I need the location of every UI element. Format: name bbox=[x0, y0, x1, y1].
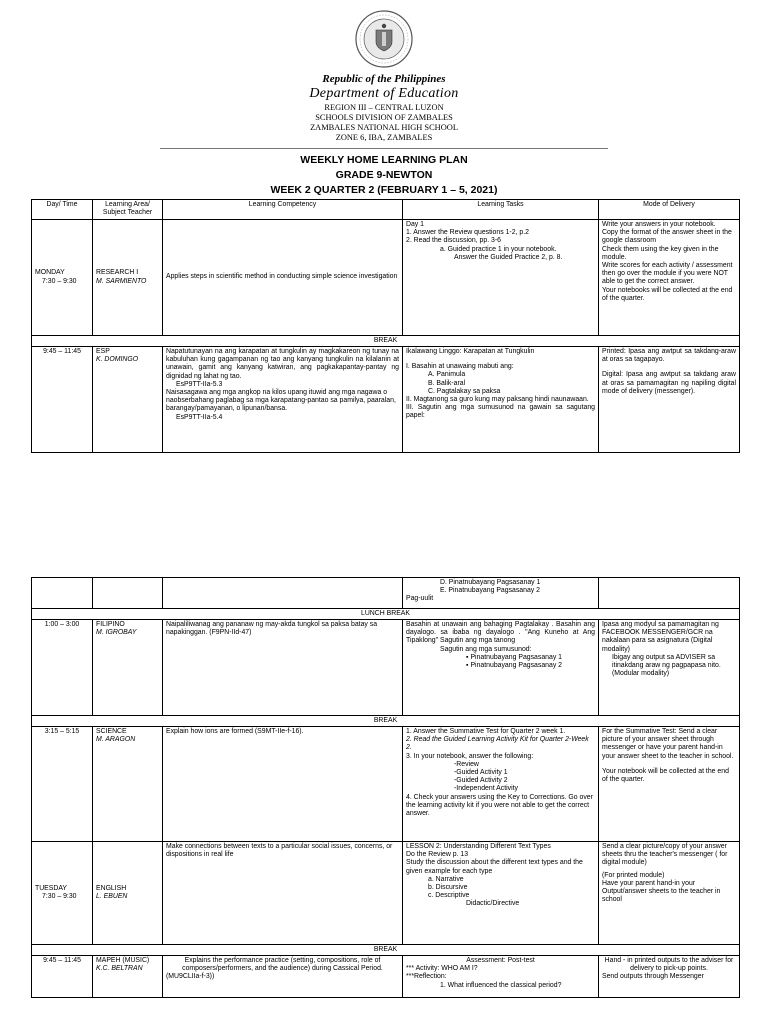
plan-title: WEEKLY HOME LEARNING PLAN bbox=[300, 154, 468, 166]
header-competency: Learning Competency bbox=[163, 200, 403, 220]
letterhead-address: ZONE 6, IBA, ZAMBALES bbox=[335, 133, 433, 142]
header-mode: Mode of Delivery bbox=[599, 200, 740, 220]
deped-seal-icon bbox=[355, 10, 413, 68]
lunch-break-row: LUNCH BREAK bbox=[32, 609, 740, 620]
letterhead-school: ZAMBALES NATIONAL HIGH SCHOOL bbox=[310, 123, 458, 132]
cell-day-time: 1:00 – 3:00 bbox=[32, 620, 93, 716]
cell-subject: ESP K. DOMINGO bbox=[93, 347, 163, 453]
header-learning-area: Learning Area/ Subject Teacher bbox=[93, 200, 163, 220]
table-header-row bbox=[32, 200, 740, 220]
plan-week: WEEK 2 QUARTER 2 (FEBRUARY 1 – 5, 2021) bbox=[270, 184, 498, 196]
cell-competency bbox=[163, 578, 403, 609]
cell-mode: Hand - in printed outputs to the adviser for delivery to pick-up points. Send outputs through Messenger bbox=[599, 956, 740, 998]
header-day-time: Day/ Time bbox=[32, 200, 93, 220]
break-row: BREAK bbox=[32, 945, 740, 956]
letterhead-republic: Republic of the Philippines bbox=[322, 73, 446, 85]
letterhead-division: SCHOOLS DIVISION OF ZAMBALES bbox=[315, 113, 453, 122]
cell-subject: MAPEH (MUSIC) K.C. BELTRAN bbox=[93, 956, 163, 998]
cell-tasks: D. Pinatnubayang Pagsasanay 1 E. Pinatnubayang Pagsasanay 2 Pag-uulit bbox=[403, 578, 599, 609]
cell-competency: Napatutunayan na ang karapatan at tungkulin ay magkakareon ng tunay na kabuluhan kung gagampanan ng tao ang kanyang tungkulin na kilalanin at unawain, gamit ang kanyang katwiran, ang pagkakapantay-pantay ng dignidad ng lahat ng tao. EsP9TT-IIa-5.3 Naisasagawa ang mga angkop na kilos upang ituwid ang mga nagawa o naobserbahang paglabag sa mga karapatang-pantao sa pamilya, paaralan, barangay/pamayanan, o lipunan/bansa. EsP9TT-IIa-5.4 bbox=[163, 347, 403, 453]
cell-competency: Make connections between texts to a particular social issues, concerns, or dispositions in real life bbox=[163, 842, 403, 945]
cell-mode: Ipasa ang modyul sa pamamagitan ng FACEBOOK MESSENGER/GCR na nakalaan para sa asignatura (Digital modality) Ibigay ang output sa ADVISER sa itinakdang araw ng pagpapasa nito. (Modular modality) bbox=[599, 620, 740, 716]
cell-tasks: Ikalawang Linggo: Karapatan at Tungkulin I. Basahin at unawaing mabuti ang: A. Panimula B. Balik-aral C. Pagtalakay sa paksa II. Magtanong sa guro kung may paksang hindi naunawaan. III. Sagutin ang mga sumusunod na gawain sa sagutang papel: bbox=[403, 347, 599, 453]
cell-day-time: MONDAY 7:30 – 9:30 bbox=[32, 220, 93, 336]
table-row-filipino bbox=[32, 620, 740, 716]
cell-mode bbox=[599, 578, 740, 609]
cell-mode: For the Summative Test: Send a clear picture of your answer sheet through messenger or have your parent hand-in your answer sheet to the teacher in school. Your notebook will be collected at the end of the quarter. bbox=[599, 727, 740, 842]
cell-subject: FILIPINO M. IGROBAY bbox=[93, 620, 163, 716]
cell-tasks: 1. Answer the Summative Test for Quarter 2 week 1. 2. Read the Guided Learning Activity Kit for Quarter 2-Week 2. 3. In your notebook, answer the following: -Review -Guided Activity 1 -Guided Activity 2 -Independent Activity 4. Check your answers using the Key to Corrections. Go over the learning activity kit if you were not able to get the correct answer. bbox=[403, 727, 599, 842]
plan-grade: GRADE 9-NEWTON bbox=[335, 169, 433, 181]
cell-competency: Naipaliliwanag ang pananaw ng may-akda tungkol sa paksa batay sa napakinggan. (F9PN-IId-47) bbox=[163, 620, 403, 716]
cell-day-time: 9:45 – 11:45 bbox=[32, 347, 93, 453]
cell-competency: Explain how ions are formed (S9MT-IIe-f-16). bbox=[163, 727, 403, 842]
cell-subject bbox=[93, 578, 163, 609]
cell-tasks: Day 1 1. Answer the Review questions 1-2, p.2 2. Read the discussion, pp. 3-6 a. Guided practice 1 in your notebook. Answer the Guided Practice 2, p. 8. bbox=[403, 220, 599, 336]
cell-tasks: Assessment: Post-test *** Activity: WHO AM I? ***Reflection: 1. What influenced the classical period? bbox=[403, 956, 599, 998]
table-row-mapeh bbox=[32, 956, 740, 998]
table-row-esp bbox=[32, 347, 740, 453]
cell-competency: Explains the performance practice (setting, compositions, role of composers/performers, and the audience) during Cassical Period. (MU9CLIIa-f-3)) bbox=[163, 956, 403, 998]
cell-day-time: TUESDAY 7:30 – 9:30 bbox=[32, 842, 93, 945]
cell-mode: Printed: Ipasa ang awtput sa takdang-araw at oras sa tagapayo. Digital: Ipasa ang awtput sa takdang araw at oras sa pamamagitan ng napiling digital mode of delivery (messenger). bbox=[599, 347, 740, 453]
cell-subject: SCIENCE M. ARAGON bbox=[93, 727, 163, 842]
letterhead-divider bbox=[160, 148, 608, 149]
table-row-english bbox=[32, 842, 740, 945]
cell-subject: RESEARCH I M. SARMIENTO bbox=[93, 220, 163, 336]
cell-day-time: 9:45 – 11:45 bbox=[32, 956, 93, 998]
cell-day-time: 3:15 – 5:15 bbox=[32, 727, 93, 842]
break-row: BREAK bbox=[32, 716, 740, 727]
table-row-science bbox=[32, 727, 740, 842]
cell-tasks: Basahin at unawain ang bahaging Pagtalakay . Basahin ang dayalogo. sa ibaba ng dayalogo . "Ang Kuneho at Ang Tipaklong" Sagutin ang mga tanong Sagutin ang mga sumusunod: ▪ Pinatnubayang Pagsasanay 1 ▪ Pinatnubayang Pagsasanay 2 bbox=[403, 620, 599, 716]
cell-day-time bbox=[32, 578, 93, 609]
letterhead-department: Department of Education bbox=[309, 86, 459, 101]
break-row: BREAK bbox=[32, 336, 740, 347]
table-row-research bbox=[32, 220, 740, 336]
header-tasks: Learning Tasks bbox=[403, 200, 599, 220]
cell-mode: Send a clear picture/copy of your answer sheets thru the teacher's messenger ( for digital module) (For printed module) Have your parent hand-in your Output/answer sheets to the teacher in school bbox=[599, 842, 740, 945]
cell-competency: Applies steps in scientific method in conducting simple science investigation bbox=[163, 220, 403, 336]
letterhead-region: REGION III – CENTRAL LUZON bbox=[324, 103, 444, 112]
learning-plan-table-1 bbox=[31, 199, 740, 453]
cell-mode: Write your answers in your notebook. Copy the format of the answer sheet in the google classroom Check them using the key given in the module. Write scores for each activity / assessment then go over the module if you were NOT able to get the correct answer. Your notebooks will be collected at the end of the quarter. bbox=[599, 220, 740, 336]
cell-subject: ENGLISH L. EBUEN bbox=[93, 842, 163, 945]
table-row-esp-continued bbox=[32, 578, 740, 609]
cell-tasks: LESSON 2: Understanding Different Text Types Do the Review p. 13 Study the discussion about the different text types and the given example for each type a. Narrative b. Discursive c. Descriptive Didactic/Directive bbox=[403, 842, 599, 945]
learning-plan-table-2 bbox=[31, 577, 740, 998]
